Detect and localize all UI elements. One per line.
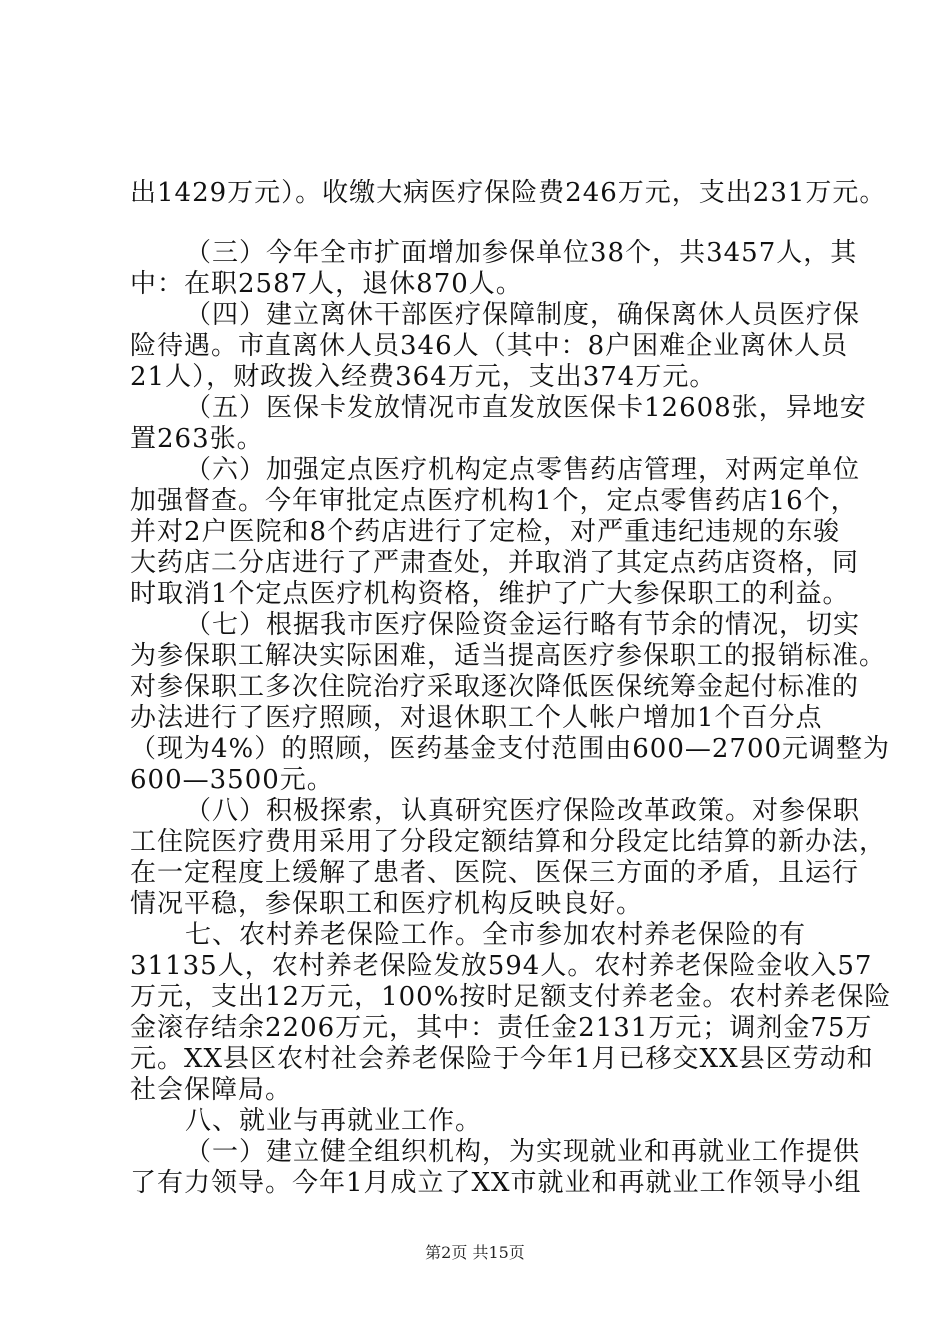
text-line: 大药店二分店进行了严肃查处，并取消了其定点药店资格，同 [130, 548, 860, 578]
text-line: （现为4%）的照顾，医药基金支付范围由600—2700元调整为 [130, 734, 891, 764]
text-line: 31135人，农村养老保险发放594人。农村养老保险金收入57 [130, 951, 873, 981]
text-line: 出1429万元）。收缴大病医疗保险费246万元，支出231万元。 [130, 178, 887, 208]
text-line: 社会保障局。 [130, 1075, 293, 1105]
text-line: 金滚存结余2206万元，其中：责任金2131万元；调剂金75万 [130, 1013, 873, 1043]
text-line: 险待遇。市直离休人员346人（其中：8户困难企业离休人员 [130, 331, 849, 361]
page-number-footer: 第2页 共15页 [425, 1243, 525, 1262]
text-line: 并对2户医院和8个药店进行了定检，对严重违纪违规的东骏 [130, 517, 841, 547]
text-line: 加强督查。今年审批定点医疗机构1个，定点零售药店16个， [130, 486, 858, 516]
text-line: （三）今年全市扩面增加参保单位38个，共3457人，其 [185, 238, 858, 268]
text-line: 办法进行了医疗照顾，对退休职工个人帐户增加1个百分点 [130, 703, 823, 733]
text-line: （五）医保卡发放情况市直发放医保卡12608张，异地安 [185, 393, 867, 423]
text-line: 元。XX县区农村社会养老保险于今年1月已移交XX县区劳动和 [130, 1044, 874, 1074]
text-line: （一）建立健全组织机构，为实现就业和再就业工作提供 [185, 1137, 861, 1167]
text-line: （四）建立离休干部医疗保障制度，确保离休人员医疗保 [185, 300, 861, 330]
text-line: 中：在职2587人，退休870人。 [130, 269, 523, 299]
text-line: 21人），财政拨入经费364万元，支出374万元。 [130, 362, 717, 392]
text-line: 在一定程度上缓解了患者、医院、医保三方面的矛盾，且运行 [130, 858, 860, 888]
text-line: 对参保职工多次住院治疗采取逐次降低医保统筹金起付标准的 [130, 672, 860, 702]
text-line: 600—3500元。 [130, 765, 334, 795]
text-line: 万元，支出12万元，100%按时足额支付养老金。农村养老保险 [130, 982, 892, 1012]
text-line: 工住院医疗费用采用了分段定额结算和分段定比结算的新办法， [130, 827, 887, 857]
text-line: （七）根据我市医疗保险资金运行略有节余的情况，切实 [185, 610, 861, 640]
text-line: （八）积极探索，认真研究医疗保险改革政策。对参保职 [185, 796, 861, 826]
section-heading: 八、就业与再就业工作。 [185, 1106, 483, 1136]
text-line: 时取消1个定点医疗机构资格，维护了广大参保职工的利益。 [130, 579, 850, 609]
text-line: 为参保职工解决实际困难，适当提高医疗参保职工的报销标准。 [130, 641, 887, 671]
text-line: （六）加强定点医疗机构定点零售药店管理，对两定单位 [185, 455, 861, 485]
text-line: 了有力领导。今年1月成立了XX市就业和再就业工作领导小组 [130, 1168, 862, 1198]
text-line: 置263张。 [130, 424, 264, 454]
text-line: 情况平稳，参保职工和医疗机构反映良好。 [130, 889, 644, 919]
text-line: 七、农村养老保险工作。全市参加农村养老保险的有 [185, 920, 807, 950]
